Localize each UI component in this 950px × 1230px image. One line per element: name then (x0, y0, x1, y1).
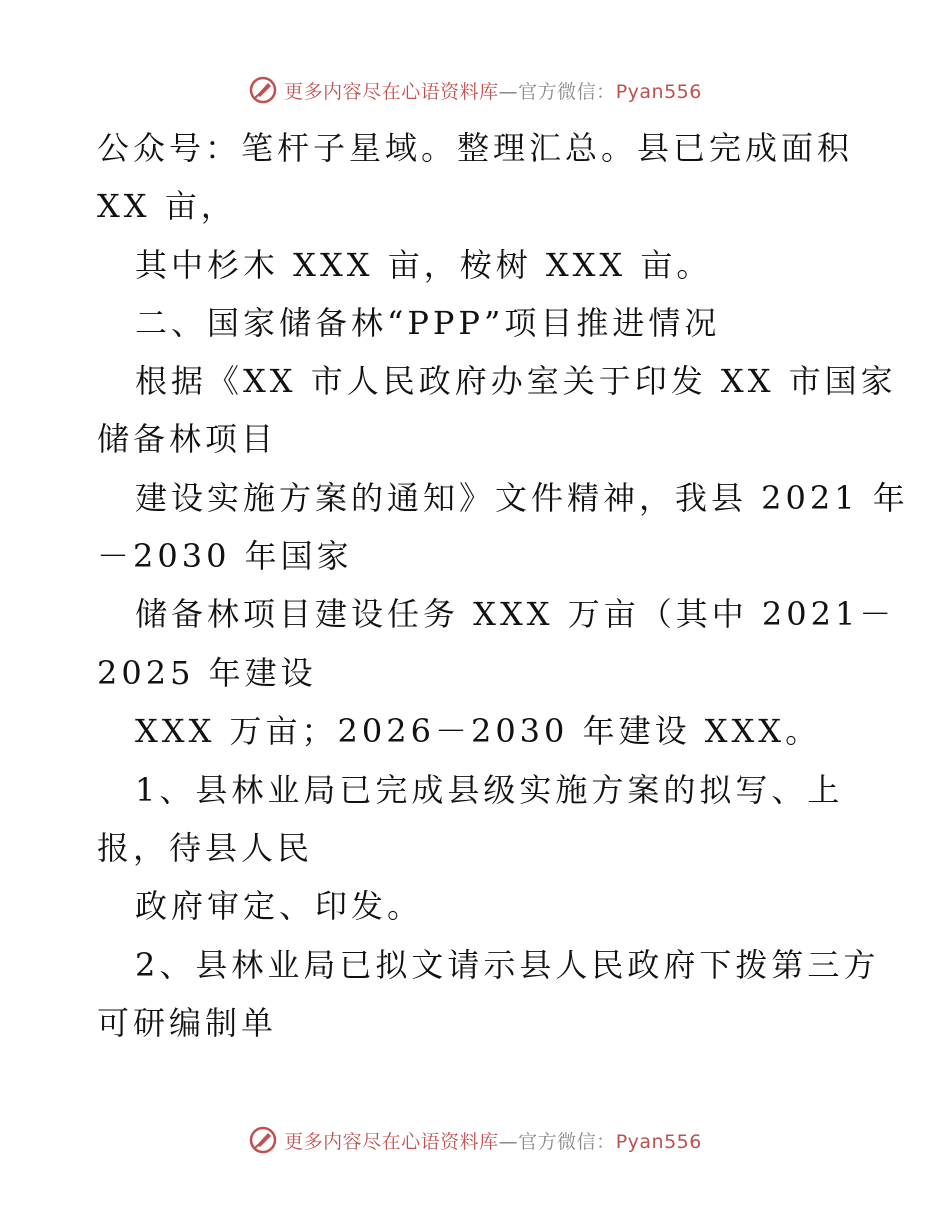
text-line: －2030 年国家 (97, 537, 353, 575)
text-line: 2025 年建设 (97, 654, 317, 692)
watermark-brand: 更多内容尽在心语资料库 (284, 1130, 499, 1153)
text-line: 储备林项目建设任务 XXX 万亩（其中 2021－ (135, 595, 896, 633)
text-line: 公众号：笔杆子星域。整理汇总。县已完成面积 (97, 129, 854, 167)
text-line: XXX 万亩；2026－2030 年建设 XXX。 (135, 712, 822, 750)
footer-watermark (0, 1120, 950, 1160)
seal-logo-icon (248, 1125, 278, 1155)
list-item: 2、县林业局已拟文请示县人民政府下拨第三方 (135, 946, 880, 984)
watermark-brand: 更多内容尽在心语资料库 (284, 80, 499, 103)
watermark-wechat-label: 官方微信： (518, 1130, 616, 1153)
text-line: 其中杉木 XXX 亩，桉树 XXX 亩。 (135, 246, 713, 284)
watermark-dash: — (498, 80, 519, 103)
text-line: 根据《XX 市人民政府办室关于印发 XX 市国家 (135, 362, 897, 400)
text-line: 建设实施方案的通知》文件精神，我县 2021 年 (135, 479, 909, 517)
text-line: 储备林项目 (97, 420, 278, 458)
text-line: 报，待县人民 (97, 829, 314, 867)
watermark-text (284, 1127, 702, 1154)
watermark-wechat-id: Pyan556 (615, 80, 702, 103)
section-heading: 二、国家储备林“PPP”项目推进情况 (135, 304, 721, 342)
watermark-wechat-label: 官方微信： (518, 80, 616, 103)
list-item: 1、县林业局已完成县级实施方案的拟写、上 (135, 771, 844, 809)
text-line: 政府审定、印发。 (135, 887, 424, 925)
watermark-wechat-id: Pyan556 (615, 1130, 702, 1153)
text-line: XX 亩， (97, 187, 237, 225)
text-line: 可研编制单 (97, 1004, 278, 1042)
watermark-dash: — (498, 1130, 519, 1153)
